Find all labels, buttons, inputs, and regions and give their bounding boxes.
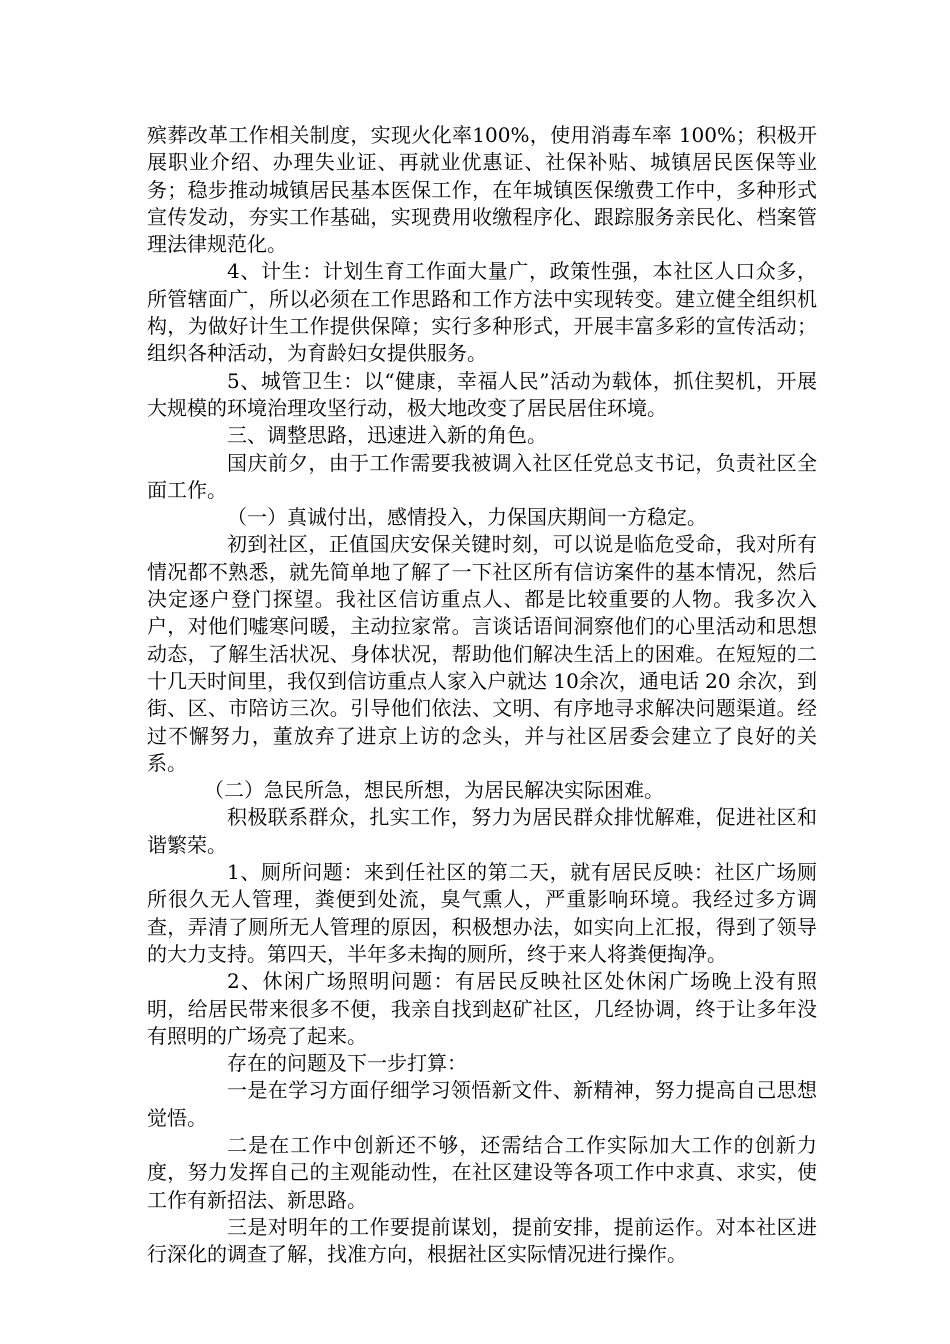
paragraph-13: 一是在学习方面仔细学习领悟新文件、新精神，努力提高自己思想觉悟。 [147, 1078, 817, 1130]
document-page [147, 122, 817, 1268]
subheading-2: （二）急民所急，想民所想，为居民解决实际困难。 [204, 778, 664, 803]
paragraph-3: 5、城管卫生：以“健康，幸福人民”活动为载体，抓住契机，开展大规模的环境治理攻坚行动，极大地改变了居民居住环境。 [147, 368, 817, 420]
subheading-1: （一）真诚付出，感情投入，力保国庆期间一方稳定。 [227, 505, 707, 530]
paragraph-10: 1、厕所问题：来到任社区的第二天，就有居民反映：社区广场厕所很久无人管理，粪便到处流，臭气熏人，严重影响环境。我经过多方调查，弄清了厕所无人管理的原因，积极想办法，如实向上汇报，得到了领导的大力支持。第四天，半年多未掏的厕所，终于来人将粪便掏净。 [147, 860, 817, 966]
paragraph-12: 存在的问题及下一步打算： [227, 1051, 467, 1076]
paragraph-11: 2、休闲广场照明问题：有居民反映社区处休闲广场晚上没有照明，给居民带来很多不便，我亲自找到赵矿社区，几经协调，终于让多年没有照明的广场亮了起来。 [147, 969, 817, 1048]
paragraph-9: 积极联系群众，扎实工作，努力为居民群众排忧解难，促进社区和谐繁荣。 [147, 805, 817, 857]
paragraph-14: 二是在工作中创新还不够，还需结合工作实际加大工作的创新力度，努力发挥自己的主观能动性，在社区建设等各项工作中求真、求实，使工作有新招法、新思路。 [147, 1132, 817, 1212]
paragraph-5: 国庆前夕，由于工作需要我被调入社区任党总支书记，负责社区全面工作。 [147, 450, 817, 502]
section-heading-3: 三、调整思路，迅速进入新的角色。 [227, 423, 547, 448]
paragraph-15: 三是对明年的工作要提前谋划，提前安排，提前运作。对本社区进行深化的调查了解，找准方向，根据社区实际情况进行操作。 [147, 1214, 817, 1267]
paragraph-2: 4、计生：计划生育工作面大量广，政策性强，本社区人口众多，所管辖面广，所以必须在工作思路和工作方法中实现转变。建立健全组织机构，为做好计生工作提供保障；实行多种形式，开展丰富多彩的宣传活动；组织各种活动，为育龄妇女提供服务。 [147, 259, 817, 366]
paragraph-1: 殡葬改革工作相关制度，实现火化率100%，使用消毒车率 100%；积极开展职业介绍、办理失业证、再就业优惠证、社保补贴、城镇居民医保等业务；稳步推动城镇居民基本医保工作，在年城镇医保缴费工作中，多种形式宣传发动，夯实工作基础，实现费用收缴程序化、跟踪服务亲民化、档案管理法律规范化。 [147, 123, 817, 257]
paragraph-7: 初到社区，正值国庆安保关键时刻，可以说是临危受命，我对所有情况都不熟悉，就先简单地了解了一下社区所有信访案件的基本情况，然后决定逐户登门探望。我社区信访重点人、都是比较重要的人物。我多次入户，对他们嘘寒问暖，主动拉家常。言谈话语间洞察他们的心里活动和思想动态，了解生活状况、身体状况，帮助他们解决生活上的困难。在短短的二十几天时间里，我仅到信访重点人家入户就达 10余次，通电话 20 余次，到街、区、市陪访三次。引导他们依法、文明、有序地寻求解决问题渠道。经过不懈努力，董放弃了进京上访的念头，并与社区居委会建立了良好的关系。 [147, 532, 817, 775]
